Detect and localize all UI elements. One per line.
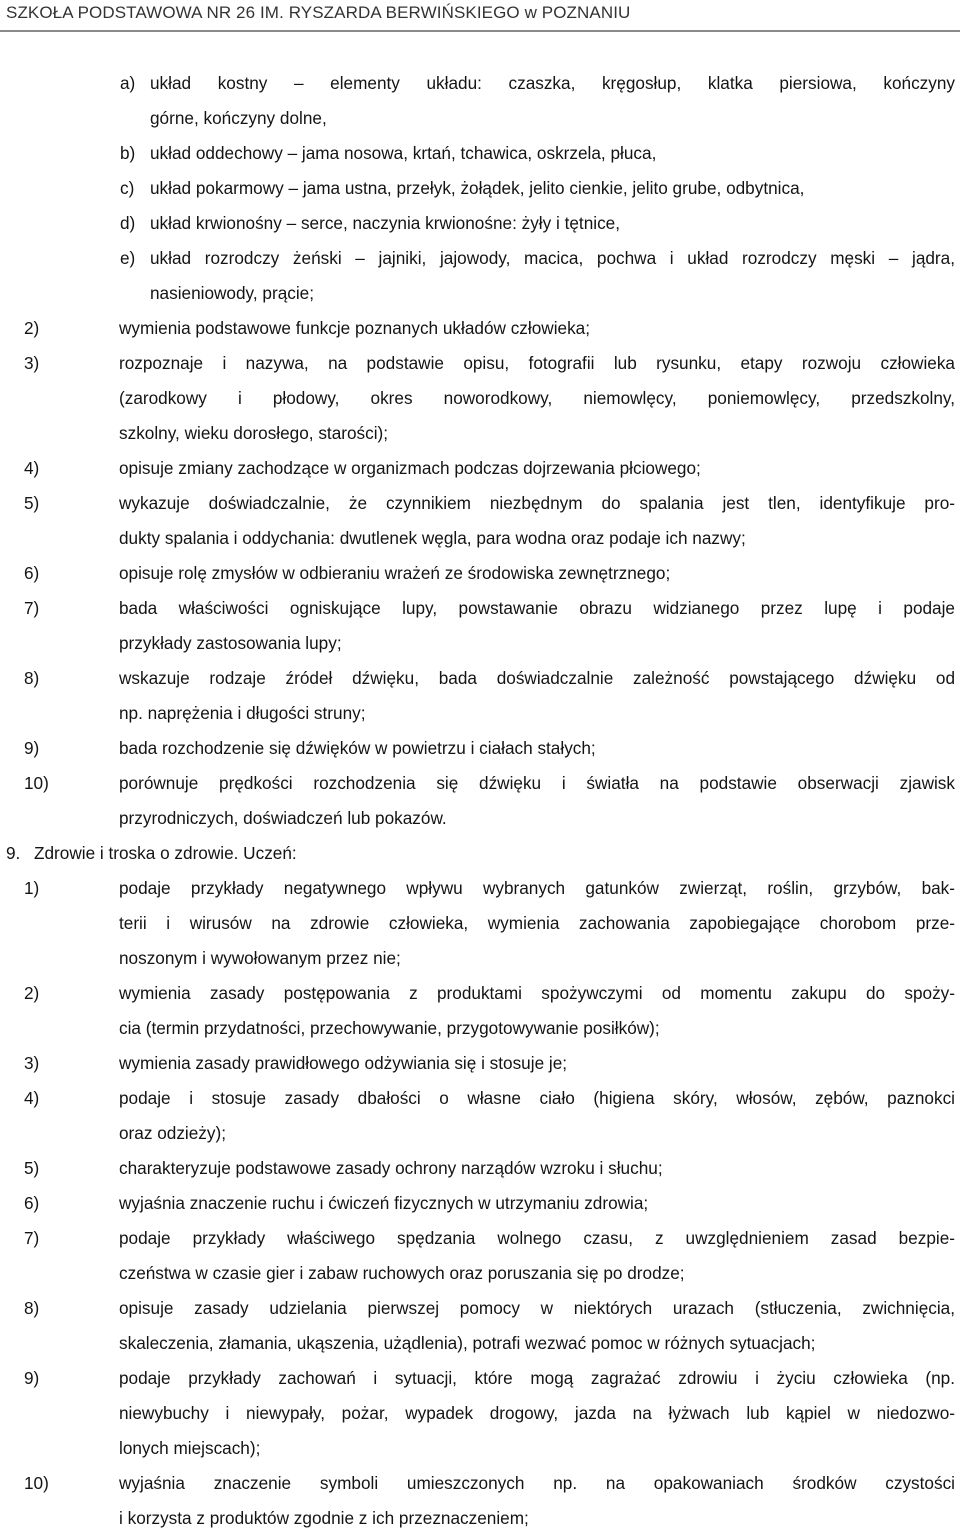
item-number: 9) (24, 1368, 40, 1388)
item-number: 5) (24, 493, 40, 513)
item-text: opisuje rolę zmysłów w odbieraniu wrażeń ze środowiska zewnętrznego; (119, 563, 671, 583)
item-text: wskazuje rodzaje źródeł dźwięku, bada doświadczalnie zależność powstającego dźwięku od (119, 668, 955, 688)
item-text: przyrodniczych, doświadczeń lub pokazów. (119, 808, 447, 828)
item-text: podaje i stosuje zasady dbałości o własne ciało (higiena skóry, włosów, zębów, paznokci (119, 1088, 955, 1108)
item-text: dukty spalania i oddychania: dwutlenek węgla, para wodna oraz podaje ich nazwy; (119, 528, 746, 548)
item-text: niewybuchy i niewypały, pożar, wypadek drogowy, jazda na łyżwach lub kąpiel w niedozwo- (119, 1403, 955, 1423)
item-text: czeństwa w czasie gier i zabaw ruchowych oraz poruszania się po drodze; (119, 1263, 685, 1283)
item-number: 2) (24, 983, 40, 1003)
item-text: cia (termin przydatności, przechowywanie, przygotowywanie posiłków); (119, 1018, 660, 1038)
item-number: 10) (24, 773, 49, 793)
item-number: 4) (24, 1088, 40, 1108)
sub-item-text: układ kostny – elementy układu: czaszka, kręgosłup, klatka piersiowa, kończyny (150, 73, 955, 93)
item-text: wykazuje doświadczalnie, że czynnikiem niezbędnym do spalania jest tlen, identyfikuje pro- (119, 493, 955, 513)
item-number: 3) (24, 1053, 40, 1073)
item-text: lonych miejscach); (119, 1438, 261, 1458)
header-divider (0, 30, 960, 32)
item-text: wyjaśnia znaczenie ruchu i ćwiczeń fizycznych w utrzymaniu zdrowia; (119, 1193, 649, 1213)
item-text: oraz odzieży); (119, 1123, 226, 1143)
item-text: i korzysta z produktów zgodnie z ich przeznaczeniem; (119, 1508, 529, 1528)
sub-item-text: nasieniowody, prącie; (150, 283, 315, 303)
item-text: terii i wirusów na zdrowie człowieka, wymienia zachowania zapobiegające chorobom prze- (119, 913, 955, 933)
page-header: SZKOŁA PODSTAWOWA NR 26 IM. RYSZARDA BERWIŃSKIEGO w POZNANIU (6, 3, 631, 22)
item-text: porównuje prędkości rozchodzenia się dźwięku i światła na podstawie obserwacji zjawisk (119, 773, 955, 793)
sub-item-marker: b) (120, 143, 136, 163)
item-number: 2) (24, 318, 40, 338)
item-text: wymienia zasady postępowania z produktami spożywczymi od momentu zakupu do spoży- (119, 983, 955, 1003)
item-number: 8) (24, 1298, 40, 1318)
section-title: Zdrowie i troska o zdrowie. Uczeń: (34, 843, 297, 863)
sub-item-marker: e) (120, 248, 136, 268)
item-text: podaje przykłady właściwego spędzania wolnego czasu, z uwzględnieniem zasad bezpie- (119, 1228, 955, 1248)
sub-item-text: układ oddechowy – jama nosowa, krtań, tchawica, oskrzela, płuca, (150, 143, 657, 163)
sub-item-marker: a) (120, 73, 136, 93)
item-text: przykłady zastosowania lupy; (119, 633, 342, 653)
item-text: bada rozchodzenie się dźwięków w powietrzu i ciałach stałych; (119, 738, 596, 758)
item-number: 1) (24, 878, 40, 898)
item-number: 5) (24, 1158, 40, 1178)
item-number: 7) (24, 1228, 40, 1248)
sub-item-marker: c) (120, 178, 135, 198)
sub-item-text: układ pokarmowy – jama ustna, przełyk, żołądek, jelito cienkie, jelito grube, odbytnica, (150, 178, 805, 198)
item-number: 9) (24, 738, 40, 758)
sub-item-text: układ rozrodczy żeński – jajniki, jajowody, macica, pochwa i układ rozrodczy męski – jądra, (150, 248, 955, 268)
item-text: noszonym i wywołowanym przez nie; (119, 948, 401, 968)
item-text: skaleczenia, złamania, ukąszenia, użądlenia), potrafi wezwać pomoc w różnych sytuacjach; (119, 1333, 816, 1353)
item-text: podaje przykłady zachowań i sytuacji, które mogą zagrażać zdrowiu i życiu człowieka (np. (119, 1368, 955, 1388)
item-text: podaje przykłady negatywnego wpływu wybranych gatunków zwierząt, roślin, grzybów, bak- (119, 878, 955, 898)
item-number: 10) (24, 1473, 49, 1493)
item-text: opisuje zasady udzielania pierwszej pomocy w niektórych urazach (stłuczenia, zwichnięcia, (119, 1298, 955, 1318)
section-number: 9. (6, 843, 21, 863)
item-text: rozpoznaje i nazywa, na podstawie opisu, fotografii lub rysunku, etapy rozwoju człowieka (119, 353, 955, 373)
sub-item-marker: d) (120, 213, 136, 233)
item-text: opisuje zmiany zachodzące w organizmach podczas dojrzewania płciowego; (119, 458, 701, 478)
item-text: wyjaśnia znaczenie symboli umieszczonych np. na opakowaniach środków czystości (119, 1473, 955, 1493)
item-text: bada właściwości ogniskujące lupy, powstawanie obrazu widzianego przez lupę i podaje (119, 598, 955, 618)
item-text: (zarodkowy i płodowy, okres noworodkowy, niemowlęcy, poniemowlęcy, przedszkolny, (119, 388, 955, 408)
item-number: 7) (24, 598, 40, 618)
item-number: 6) (24, 1193, 40, 1213)
item-number: 4) (24, 458, 40, 478)
item-number: 3) (24, 353, 40, 373)
item-text: wymienia zasady prawidłowego odżywiania się i stosuje je; (119, 1053, 568, 1073)
item-text: szkolny, wieku dorosłego, starości); (119, 423, 389, 443)
sub-item-text: górne, kończyny dolne, (150, 108, 327, 128)
item-text: charakteryzuje podstawowe zasady ochrony narządów wzroku i słuchu; (119, 1158, 663, 1178)
item-text: wymienia podstawowe funkcje poznanych układów człowieka; (119, 318, 590, 338)
item-text: np. naprężenia i długości struny; (119, 703, 366, 723)
item-number: 6) (24, 563, 40, 583)
sub-item-text: układ krwionośny – serce, naczynia krwionośne: żyły i tętnice, (150, 213, 621, 233)
item-number: 8) (24, 668, 40, 688)
